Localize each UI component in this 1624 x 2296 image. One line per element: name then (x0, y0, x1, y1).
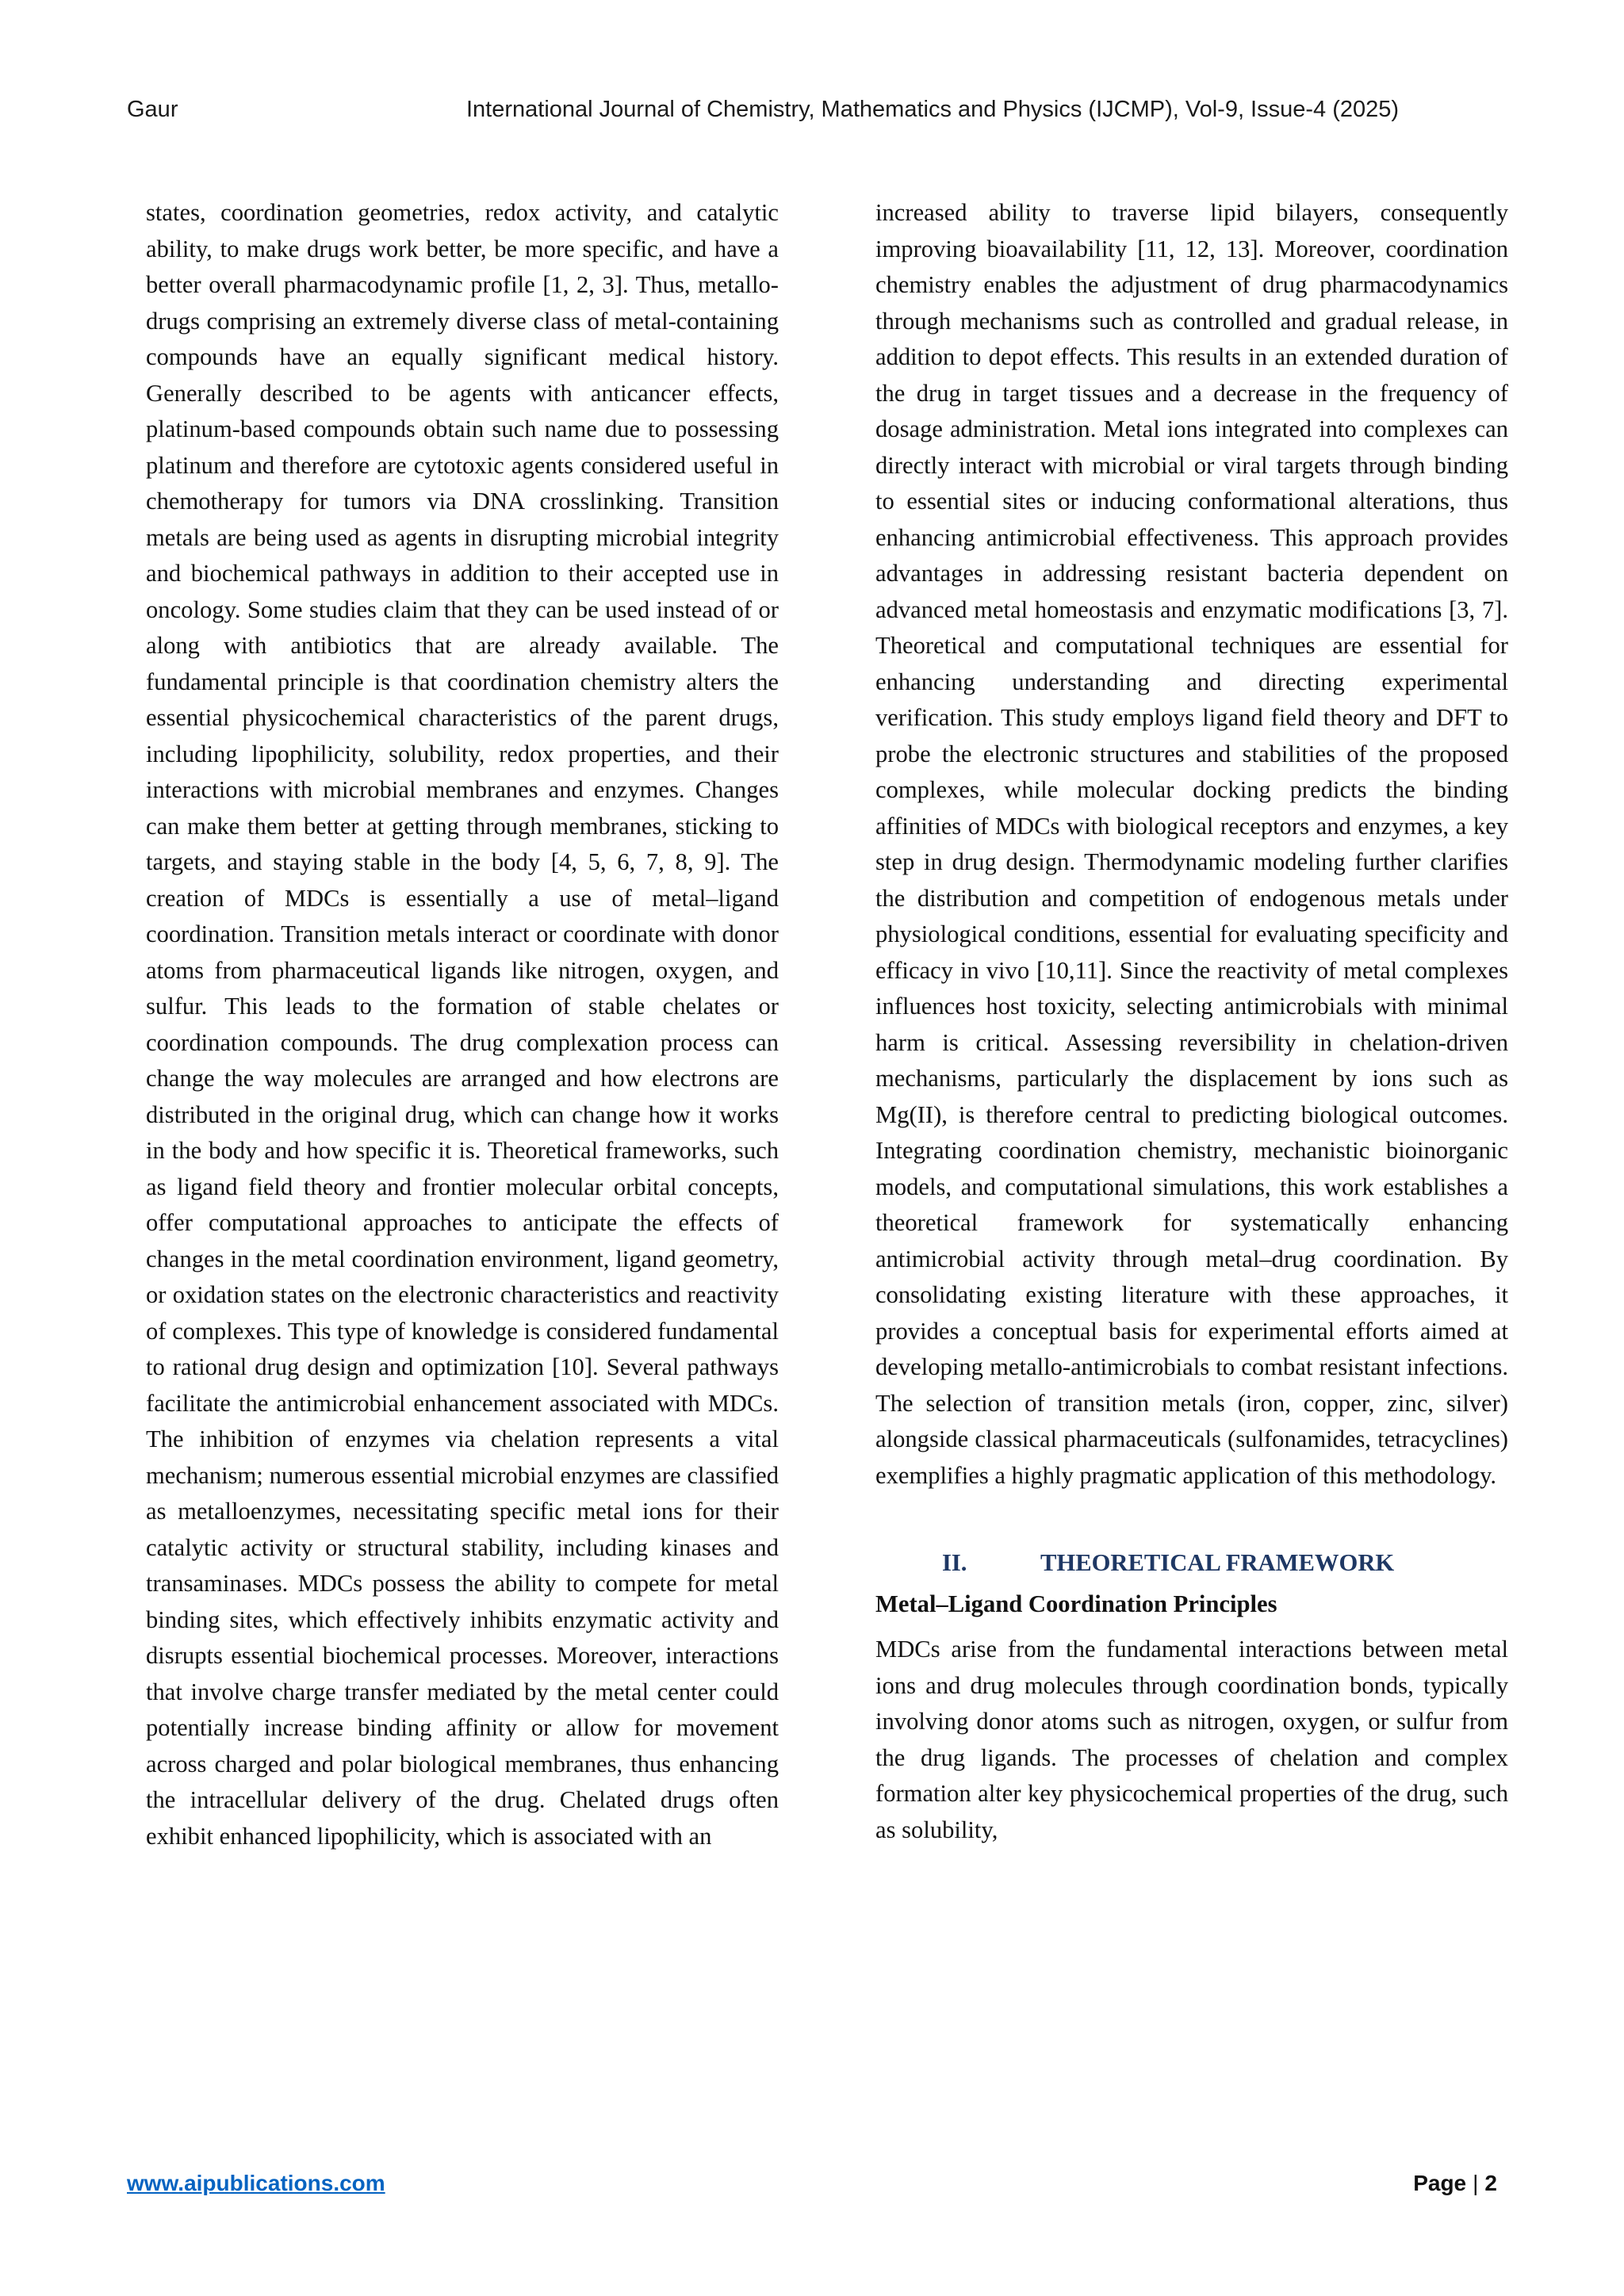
left-column-paragraph: states, coordination geometries, redox activity, and catalytic ability, to make drugs work better, be more specific, and have a better overall pharmacodynamic profile [1, 2, 3]. Thus, metallo-drugs comprising an extremely diverse class of metal-containing compounds have an equally significant medical history. Generally described to be agents with anticancer effects, platinum-based compounds obtain such name due to possessing platinum and therefore are cytotoxic agents considered useful in chemotherapy for tumors via DNA crosslinking. Transition metals are being used as agents in disrupting microbial integrity and biochemical pathways in addition to their accepted use in oncology. Some studies claim that they can be used instead of or along with antibiotics that are already available. The fundamental principle is that coordination chemistry alters the essential physicochemical characteristics of the parent drugs, including lipophilicity, solubility, redox properties, and their interactions with microbial membranes and enzymes. Changes can make them better at getting through membranes, sticking to targets, and staying stable in the body [4, 5, 6, 7, 8, 9]. The creation of MDCs is essentially a use of metal–ligand coordination. Transition metals interact or coordinate with donor atoms from pharmaceutical ligands like nitrogen, oxygen, and sulfur. This leads to the formation of stable chelates or coordination compounds. The drug complexation process can change the way molecules are arranged and how electrons are distributed in the original drug, which can change how it works in the body and how specific it is. Theoretical frameworks, such as ligand field theory and frontier molecular orbital concepts, offer computational approaches to anticipate the effects of changes in the metal coordination environment, ligand geometry, or oxidation states on the electronic characteristics and reactivity of complexes. This type of knowledge is considered fundamental to rational drug design and optimization [10]. Several pathways facilitate the antimicrobial enhancement associated with MDCs. The inhibition of enzymes via chelation represents a vital mechanism; numerous essential microbial enzymes are classified as metalloenzymes, necessitating specific metal ions for their catalytic activity or structural stability, including kinases and transaminases. MDCs possess the ability to compete for metal binding sites, which effectively inhibits enzymatic activity and disrupts essential biochemical processes. Moreover, interactions that involve charge transfer mediated by the metal center could potentially increase binding affinity or allow for movement across charged and polar biological membranes, thus enhancing the intracellular delivery of the drug. Chelated drugs often exhibit enhanced lipophilicity, which is associated with an (146, 199, 779, 1850)
header-author: Gaur (127, 97, 178, 122)
header-journal-title: International Journal of Chemistry, Mathematics and Physics (IJCMP), Vol-9, Issue-4 (2025) (466, 97, 1400, 122)
right-column (875, 195, 1508, 1848)
subsection-paragraph: MDCs arise from the fundamental interactions between metal ions and drug molecules through coordination bonds, typically involving donor atoms such as nitrogen, oxygen, or sulfur from the drug ligands. The processes of chelation and complex formation alter key physicochemical properties of the drug, such as solubility, (875, 1636, 1508, 1843)
page-number: 2 (1484, 2171, 1497, 2195)
page-footer (127, 2171, 1497, 2206)
section-heading (875, 1543, 1508, 1582)
right-column-paragraph: increased ability to traverse lipid bilayers, consequently improving bioavailability [11, 12, 13]. Moreover, coordination chemistry enables the adjustment of drug pharmacodynamics through mechanisms such as controlled and gradual release, in addition to depot effects. This results in an extended duration of the drug in target tissues and a decrease in the frequency of dosage administration. Metal ions integrated into complexes can directly interact with microbial or viral targets through binding to essential sites or inducing conformational alterations, thus enhancing antimicrobial effectiveness. This approach provides advantages in addressing resistant bacteria dependent on advanced metal homeostasis and enzymatic modifications [3, 7]. Theoretical and computational techniques are essential for enhancing understanding and directing experimental verification. This study employs ligand field theory and DFT to probe the electronic structures and stabilities of the proposed complexes, while molecular docking predicts the binding affinities of MDCs with biological receptors and enzymes, a key step in drug design. Thermodynamic modeling further clarifies the distribution and competition of endogenous metals under physiological conditions, essential for evaluating specificity and efficacy in vivo [10,11]. Since the reactivity of metal complexes influences host toxicity, selecting antimicrobials with minimal harm is critical. Assessing reversibility in chelation-driven mechanisms, particularly the displacement by ions such as Mg(II), is therefore central to predicting biological outcomes. Integrating coordination chemistry, mechanistic bioinorganic models, and computational simulations, this work establishes a theoretical framework for systematically enhancing antimicrobial activity through metal–drug coordination. By consolidating existing literature with these approaches, it provides a conceptual basis for experimental efforts aimed at developing metallo-antimicrobials to combat resistant infections. The selection of transition metals (iron, copper, zinc, silver) alongside classical pharmaceuticals (sulfonamides, tetracyclines) exemplifies a highly pragmatic application of this methodology. (875, 199, 1508, 1489)
page-label: Page (1413, 2171, 1467, 2195)
section-number: II. (942, 1549, 967, 1576)
website-link[interactable]: www.aipublications.com (127, 2171, 385, 2195)
running-header (127, 97, 1497, 132)
page-separator: | (1473, 2171, 1479, 2195)
left-column (146, 195, 779, 1854)
page-number-block (1413, 2171, 1497, 2196)
subsection-title: Metal–Ligand Coordination Principles (875, 1590, 1277, 1617)
section-title: THEORETICAL FRAMEWORK (1040, 1549, 1395, 1576)
